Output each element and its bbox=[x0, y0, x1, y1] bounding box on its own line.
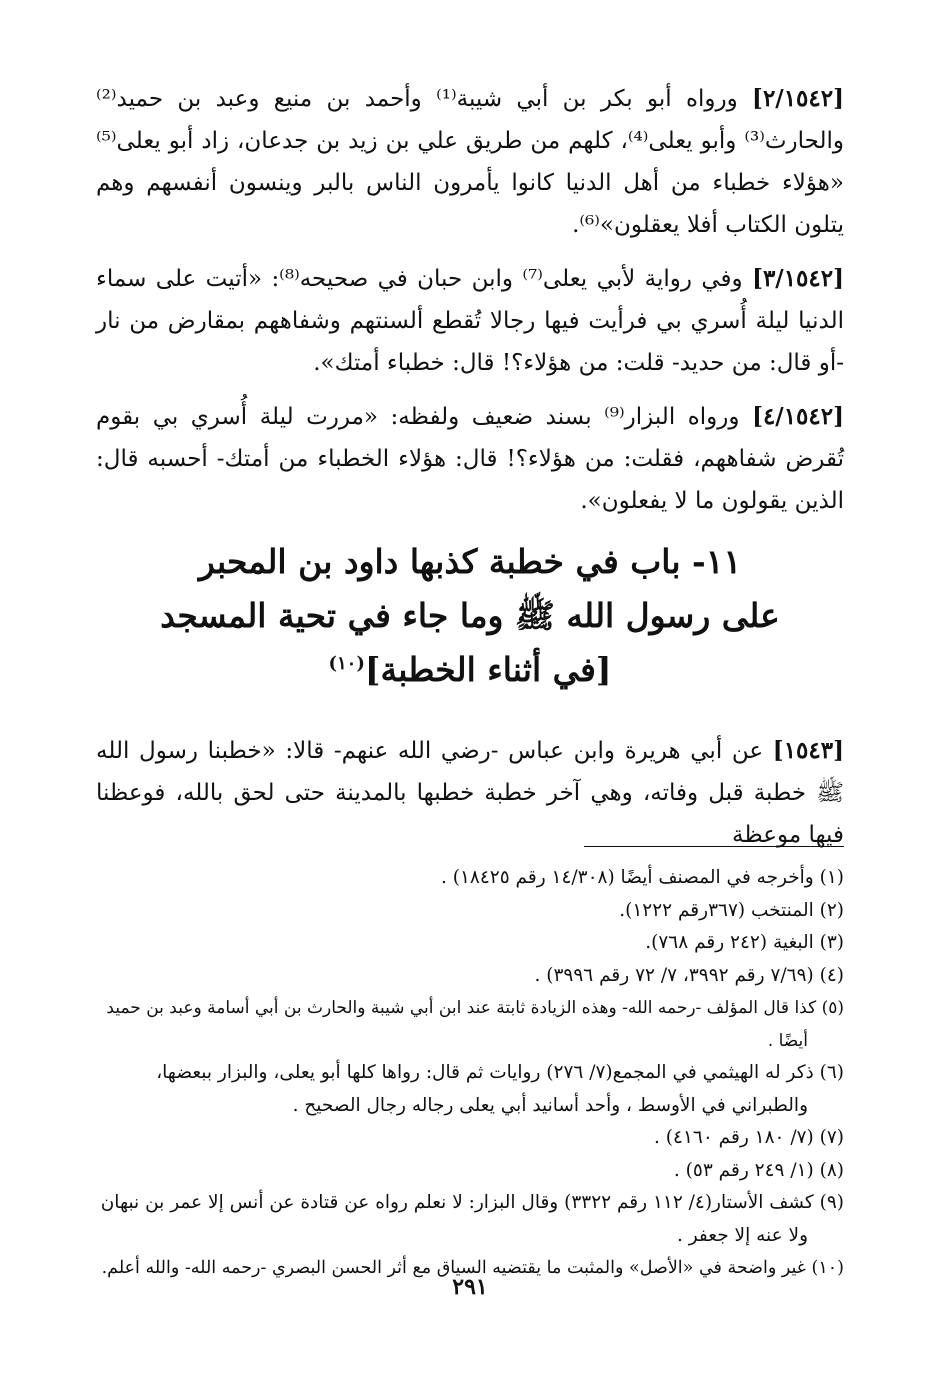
footnote-item: (٣) البغية (٢٤٢ رقم ٧٦٨). bbox=[645, 932, 844, 953]
hadith-1543 bbox=[96, 730, 844, 856]
page-number: ٢٩١ bbox=[452, 1274, 488, 1300]
narration-text: وفي رواية لأبي يعلى⁽⁷⁾ وابن حبان في صحيحه⁽⁸⁾: «أتيت على سماء الدنيا ليلة أُسري بي فرأيت فيها رجالا تُقطع ألسنتهم وشفاههم بمقارض من نار -أو قال: من حديد- قلت: من هؤلاء؟! قال: خطباء أمتك». bbox=[96, 266, 844, 376]
footnote-item: (٧) (٧/ ١٨٠ رقم ٤١٦٠) . bbox=[654, 1127, 844, 1148]
hadith-text: عن أبي هريرة وابن عباس -رضي الله عنهم- قالا: «خطبنا رسول الله ﷺ خطبة قبل وفاته، وهي آخر خطبة خطبها بالمدينة حتى لحق بالله، فوعظنا فيها موعظة bbox=[96, 738, 844, 848]
narration-text: ورواه أبو بكر بن أبي شيبة⁽¹⁾ وأحمد بن منيع وعبد بن حميد⁽²⁾ والحارث⁽³⁾ وأبو يعلى⁽⁴⁾، كلهم من طريق علي بن زيد بن جدعان، زاد أبو يعلى⁽⁵⁾ «هؤلاء خطباء من أهل الدنيا كانوا يأمرون الناس بالبر وينسون أنفسهم وهم يتلون الكتاب أفلا يعقلون»⁽⁶⁾. bbox=[96, 86, 844, 238]
footnote-item: (١) وأخرجه في المصنف أيضًا (١٤/٣٠٨ رقم ١٨٤٢٥) . bbox=[441, 867, 844, 888]
chapter-title-line-3-text: [في أثناء الخطبة] bbox=[364, 650, 612, 689]
chapter-footnote-marker: (١٠) bbox=[328, 653, 365, 674]
narrations-section bbox=[96, 78, 844, 534]
narration-3-1542 bbox=[96, 258, 844, 384]
footnote-item: (٦) ذكر له الهيثمي في المجمع(٧/ ٢٧٦) روايات ثم قال: رواها كلها أبو يعلى، والبزار ببعضها، والطبراني في الأوسط ، وأحد أسانيد أبي يعلى رجاله رجال الصحيح . bbox=[156, 1062, 844, 1116]
footnote-item: (٩) كشف الأستار(٤/ ١١٢ رقم ٣٣٢٢) وقال البزار: لا نعلم رواه عن قتادة عن أنس إلا عمر بن نبهان ولا عنه إلا جعفر . bbox=[100, 1192, 844, 1246]
hadith-ref: [١٥٤٣] bbox=[772, 737, 844, 764]
footnote-item: (١٠) غير واضحة في «الأصل» والمثبت ما يقتضيه السياق مع أثر الحسن البصري -رحمه الله- والله أعلم. bbox=[101, 1258, 844, 1278]
footnotes-list bbox=[96, 862, 844, 1285]
narration-text: ورواه البزار⁽⁹⁾ بسند ضعيف ولفظه: «مررت ليلة أُسري بي بقوم تُقرض شفاههم، فقلت: من هؤلاء؟! قال: هؤلاء الخطباء من أمتك- أحسبه قال: الذين يقولون ما لا يفعلون». bbox=[96, 404, 844, 514]
narration-ref: [٣/١٥٤٢] bbox=[752, 265, 845, 292]
narration-ref: [٢/١٥٤٢] bbox=[752, 85, 844, 112]
narration-4-1542 bbox=[96, 396, 844, 522]
chapter-title-line-1: ١١- باب في خطبة كذبها داود بن المحبر bbox=[198, 542, 742, 581]
footnote-divider bbox=[584, 846, 844, 847]
footnote-item: (٤) (٧/٦٩ رقم ٣٩٩٢، ٧/ ٧٢ رقم ٣٩٩٦) . bbox=[534, 964, 844, 986]
chapter-heading bbox=[96, 535, 844, 697]
chapter-title-line-3 bbox=[96, 643, 844, 697]
footnote-item: (٥) كذا قال المؤلف -رحمه الله- وهذه الزيادة ثابتة عند ابن أبي شيبة والحارث بن أبي أسامة وعبد بن حميد أيضًا . bbox=[106, 998, 844, 1051]
chapter-title-line-2: على رسول الله ﷺ وما جاء في تحية المسجد bbox=[160, 596, 780, 635]
footnote-item: (٢) المنتخب (٣٦٧رقم ١٢٢٢). bbox=[619, 899, 844, 921]
narration-2-1542 bbox=[96, 78, 844, 246]
footnote-item: (٨) (١/ ٢٤٩ رقم ٥٣) . bbox=[673, 1159, 844, 1181]
narration-ref: [٤/١٥٤٢] bbox=[752, 403, 845, 430]
